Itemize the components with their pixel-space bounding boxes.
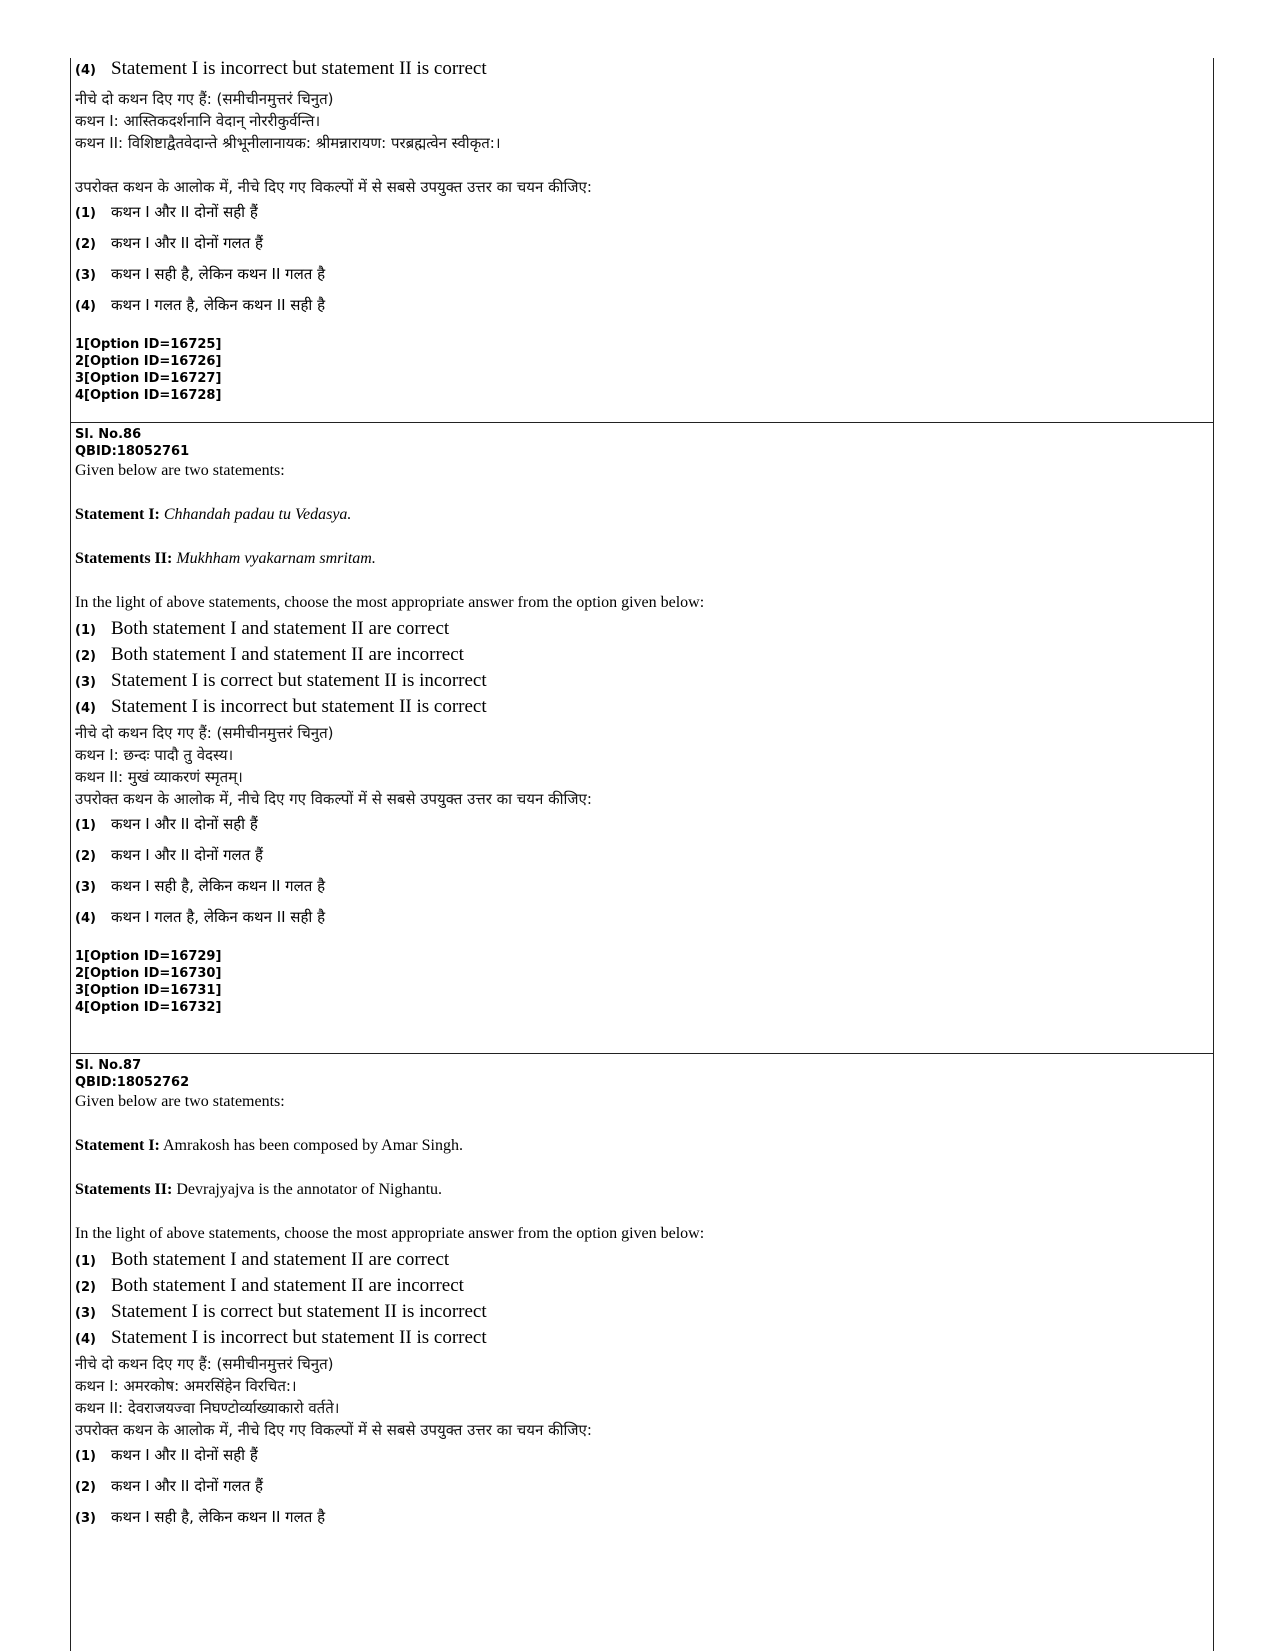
option-id-2: 2[Option ID=16730]	[75, 966, 222, 981]
statement-label: Statements II:	[75, 1181, 173, 1198]
hindi-statement-2: कथन II: मुखं व्याकरणं स्मृतम्।	[75, 768, 243, 786]
hindi-option-4	[75, 295, 1205, 326]
option-4	[75, 58, 1205, 84]
option-text: Statement I is correct but statement II is incorrect	[111, 1301, 487, 1322]
option-3	[75, 1301, 1205, 1327]
option-number: (1)	[75, 206, 96, 221]
option-number: (3)	[75, 1306, 96, 1321]
question-87	[75, 1057, 1205, 1538]
hindi-option-3	[75, 1507, 1205, 1538]
serial-number: Sl. No.86	[75, 427, 142, 442]
option-2	[75, 1275, 1205, 1301]
question-86	[75, 426, 1205, 1016]
serial-number: Sl. No.87	[75, 1058, 142, 1073]
option-text: कथन I सही है, लेकिन कथन II गलत है	[111, 1508, 326, 1526]
option-number: (1)	[75, 1254, 96, 1269]
option-id-3: 3[Option ID=16727]	[75, 371, 222, 386]
question-bank-id: QBID:18052761	[75, 444, 190, 459]
option-number: (2)	[75, 1480, 96, 1495]
option-text: कथन I और II दोनों गलत हैं	[111, 846, 263, 864]
option-id-2: 2[Option ID=16726]	[75, 354, 222, 369]
option-2	[75, 644, 1205, 670]
option-id-1: 1[Option ID=16729]	[75, 949, 222, 964]
option-text: कथन I सही है, लेकिन कथन II गलत है	[111, 265, 326, 283]
question-intro: Given below are two statements:	[75, 1093, 285, 1110]
option-4	[75, 1327, 1205, 1353]
question-85-tail	[75, 58, 1205, 404]
hindi-intro: नीचे दो कथन दिए गए हैं: (समीचीनमुत्तरं चिनुत)	[75, 724, 334, 742]
hindi-statement-1: कथन I: अमरकोष: अमरसिंहेन विरचित:।	[75, 1377, 297, 1395]
hindi-option-1	[75, 814, 1205, 845]
option-number: (2)	[75, 649, 96, 664]
option-id-4: 4[Option ID=16732]	[75, 1000, 222, 1015]
option-number: (4)	[75, 63, 96, 78]
option-text: कथन I सही है, लेकिन कथन II गलत है	[111, 877, 326, 895]
left-border	[70, 58, 71, 1651]
option-text: कथन I गलत है, लेकिन कथन II सही है	[111, 296, 326, 314]
hindi-option-3	[75, 876, 1205, 907]
statement-2	[75, 1179, 1205, 1201]
option-3	[75, 670, 1205, 696]
hindi-option-4	[75, 907, 1205, 938]
statement-text: Amrakosh has been composed by Amar Singh.	[163, 1137, 463, 1154]
statement-label: Statements II:	[75, 550, 173, 567]
hindi-option-2	[75, 233, 1205, 264]
option-1	[75, 618, 1205, 644]
statement-label: Statement I:	[75, 506, 160, 523]
option-text: Both statement I and statement II are incorrect	[111, 644, 464, 665]
question-prompt: In the light of above statements, choose the most appropriate answer from the option given below:	[75, 594, 705, 611]
option-number: (2)	[75, 849, 96, 864]
hindi-question: उपरोक्त कथन के आलोक में, नीचे दिए गए विकल्पों में से सबसे उपयुक्त उत्तर का चयन कीजिए:	[75, 178, 592, 196]
statement-1	[75, 1135, 1205, 1157]
option-4	[75, 696, 1205, 722]
option-id-4: 4[Option ID=16728]	[75, 388, 222, 403]
question-bank-id: QBID:18052762	[75, 1075, 190, 1090]
option-text: कथन I और II दोनों गलत हैं	[111, 1477, 263, 1495]
option-number: (3)	[75, 268, 96, 283]
hindi-option-1	[75, 202, 1205, 233]
hindi-statement-2: कथन II: देवराजयज्वा निघण्टोर्व्याख्याकारो वर्तते।	[75, 1399, 340, 1417]
statement-2	[75, 548, 1205, 570]
option-number: (4)	[75, 701, 96, 716]
hindi-option-1	[75, 1445, 1205, 1476]
question-intro: Given below are two statements:	[75, 462, 285, 479]
option-1	[75, 1249, 1205, 1275]
right-border	[1213, 58, 1214, 1651]
hindi-statement-1: कथन I: आस्तिकदर्शनानि वेदान् नोररीकुर्वन्ति।	[75, 112, 321, 130]
statement-1	[75, 504, 1205, 526]
option-number: (3)	[75, 675, 96, 690]
hindi-statement-2: कथन II: विशिष्टाद्वैतवेदान्ते श्रीभूनीलानायक: श्रीमन्नारायण: परब्रह्मत्वेन स्वीकृत:।	[75, 134, 501, 152]
option-number: (2)	[75, 1280, 96, 1295]
hindi-intro: नीचे दो कथन दिए गए हैं: (समीचीनमुत्तरं चिनुत)	[75, 1355, 334, 1373]
option-text: Statement I is incorrect but statement II is correct	[111, 1327, 487, 1348]
statement-label: Statement I:	[75, 1137, 160, 1154]
hindi-question: उपरोक्त कथन के आलोक में, नीचे दिए गए विकल्पों में से सबसे उपयुक्त उत्तर का चयन कीजिए:	[75, 1421, 592, 1439]
option-id-3: 3[Option ID=16731]	[75, 983, 222, 998]
option-text: कथन I और II दोनों सही हैं	[111, 1446, 258, 1464]
question-divider	[70, 1053, 1214, 1054]
option-number: (4)	[75, 1332, 96, 1347]
option-number: (3)	[75, 880, 96, 895]
question-divider	[70, 422, 1214, 423]
option-number: (3)	[75, 1511, 96, 1526]
option-text: Both statement I and statement II are incorrect	[111, 1275, 464, 1296]
option-text: Statement I is incorrect but statement II is correct	[111, 58, 487, 79]
statement-text: Devrajyajva is the annotator of Nighantu.	[176, 1181, 443, 1198]
option-number: (2)	[75, 237, 96, 252]
option-text: Statement I is incorrect but statement II is correct	[111, 696, 487, 717]
option-text: कथन I और II दोनों सही हैं	[111, 815, 258, 833]
hindi-intro: नीचे दो कथन दिए गए हैं: (समीचीनमुत्तरं चिनुत)	[75, 90, 334, 108]
statement-text: Mukhham vyakarnam smritam.	[176, 550, 376, 567]
option-text: Statement I is correct but statement II is incorrect	[111, 670, 487, 691]
option-text: कथन I और II दोनों गलत हैं	[111, 234, 263, 252]
hindi-question: उपरोक्त कथन के आलोक में, नीचे दिए गए विकल्पों में से सबसे उपयुक्त उत्तर का चयन कीजिए:	[75, 790, 592, 808]
option-number: (4)	[75, 911, 96, 926]
option-text: कथन I गलत है, लेकिन कथन II सही है	[111, 908, 326, 926]
option-number: (4)	[75, 299, 96, 314]
hindi-option-2	[75, 1476, 1205, 1507]
hindi-statement-1: कथन I: छन्दः पादौ तु वेदस्य।	[75, 746, 234, 764]
question-prompt: In the light of above statements, choose the most appropriate answer from the option given below:	[75, 1225, 705, 1242]
option-id-1: 1[Option ID=16725]	[75, 337, 222, 352]
option-number: (1)	[75, 623, 96, 638]
option-text: Both statement I and statement II are correct	[111, 618, 450, 639]
option-number: (1)	[75, 1449, 96, 1464]
option-text: Both statement I and statement II are correct	[111, 1249, 450, 1270]
hindi-option-2	[75, 845, 1205, 876]
option-text: कथन I और II दोनों सही हैं	[111, 203, 258, 221]
hindi-option-3	[75, 264, 1205, 295]
statement-text: Chhandah padau tu Vedasya.	[163, 506, 352, 523]
option-number: (1)	[75, 818, 96, 833]
